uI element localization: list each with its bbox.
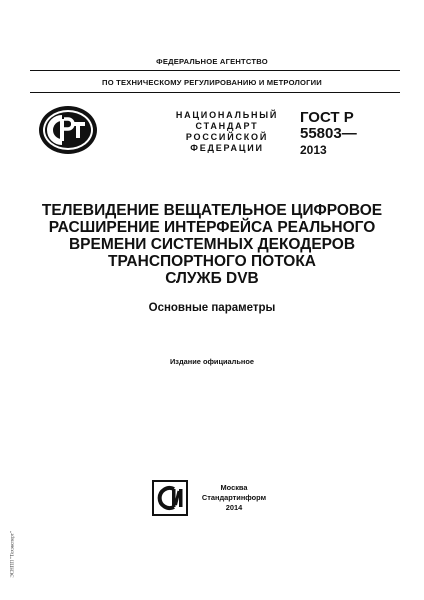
- header-rule-bottom: [30, 92, 400, 93]
- designation-line-2: 55803—: [300, 125, 357, 142]
- national-standard-line-2: СТАНДАРТ: [195, 121, 259, 131]
- publisher-imprint: [194, 483, 274, 513]
- national-standard-line-3: РОССИЙСКОЙ: [185, 132, 269, 142]
- national-standard-label: [172, 110, 282, 154]
- agency-name-line-2: ПО ТЕХНИЧЕСКОМУ РЕГУЛИРОВАНИЮ И МЕТРОЛОГИИ: [102, 78, 322, 87]
- agency-name-line-1: ФЕДЕРАЛЬНОЕ АГЕНТСТВО: [156, 57, 268, 66]
- imprint-year: 2014: [225, 503, 243, 512]
- designation-line-1: ГОСТ Р: [300, 109, 354, 126]
- document-title: [20, 202, 404, 287]
- title-line-3: ВРЕМЕНИ СИСТЕМНЫХ ДЕКОДЕРОВ: [68, 236, 356, 253]
- edition-note: Издание официальное: [169, 357, 254, 366]
- designation-line-3: 2013: [300, 143, 327, 157]
- national-standard-line-4: ФЕДЕРАЦИИ: [190, 143, 264, 153]
- header-rule-top: [30, 70, 400, 71]
- side-watermark: ЭСНПП "Техэксперт": [10, 531, 16, 578]
- title-line-5: СЛУЖБ DVB: [165, 270, 259, 287]
- imprint-publisher: Стандартинформ: [201, 493, 267, 502]
- title-line-4: ТРАНСПОРТНОГО ПОТОКА: [107, 253, 316, 270]
- national-standard-line-1: НАЦИОНАЛЬНЫЙ: [175, 110, 279, 120]
- title-line-1: ТЕЛЕВИДЕНИЕ ВЕЩАТЕЛЬНОЕ ЦИФРОВОЕ: [41, 202, 383, 219]
- title-line-2: РАСШИРЕНИЕ ИНТЕРФЕЙСА РЕАЛЬНОГО: [48, 219, 376, 236]
- standartinform-logo-icon: [152, 480, 188, 516]
- standard-designation: [300, 110, 410, 158]
- imprint-city: Москва: [220, 483, 248, 492]
- document-subtitle: Основные параметры: [148, 302, 276, 314]
- rst-emblem-icon: [38, 100, 98, 160]
